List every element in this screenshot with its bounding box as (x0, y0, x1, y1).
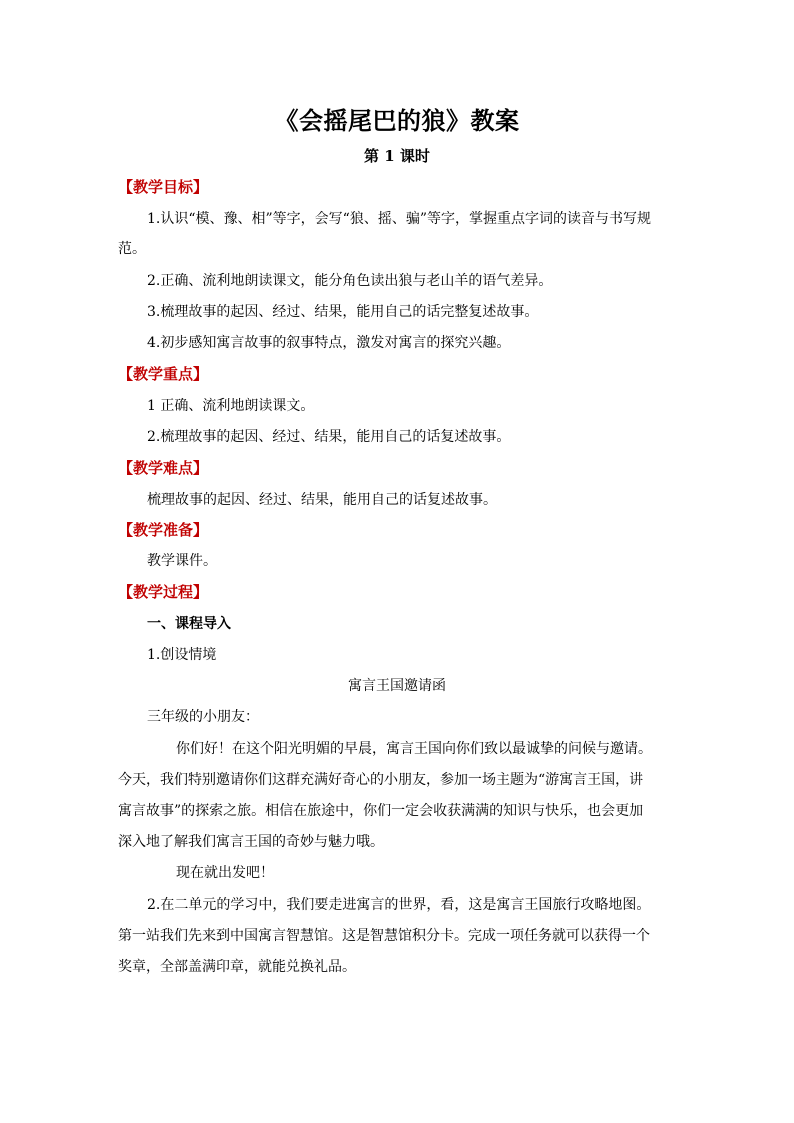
step-line: 2.在二单元的学习中，我们要走进寓言的世界，看，这是寓言王国旅行攻略地图。 (147, 897, 651, 913)
goal-line: 1.认识“模、豫、相”等字，会写“狼、摇、骗”等字，掌握重点字词的读音与书写规 (147, 211, 651, 227)
goal-line: 范。 (118, 241, 146, 257)
preparation-line: 教学课件。 (147, 553, 217, 569)
letter-title: 寓言王国邀请函 (348, 678, 446, 694)
difficulty-line: 梳理故事的起因、经过、结果，能用自己的话复述故事。 (147, 492, 497, 508)
key-point-line: 1 正确、流利地朗读课文。 (147, 398, 315, 414)
process-heading: 【教学过程】 (118, 583, 209, 601)
goal-line: 3.梳理故事的起因、经过、结果，能用自己的话完整复述故事。 (147, 304, 539, 320)
key-point-line: 2.梳理故事的起因、经过、结果，能用自己的话复述故事。 (147, 429, 511, 445)
key-points-heading: 【教学重点】 (118, 365, 209, 383)
document-title: 《会摇尾巴的狼》教案 (274, 106, 520, 135)
letter-line: 寓言故事”的探索之旅。相信在旅途中，你们一定会收获满满的知识与快乐，也会更加 (118, 803, 644, 819)
letter-line: 深入地了解我们寓言王国的奇妙与魅力哦。 (118, 834, 384, 850)
goal-line: 2.正确、流利地朗读课文，能分角色读出狼与老山羊的语气差异。 (147, 273, 553, 289)
letter-greeting: 三年级的小朋友： (147, 709, 259, 725)
lesson-period: 第 1 课时 (364, 147, 430, 165)
step-line: 第一站我们先来到中国寓言智慧馆。这是智慧馆积分卡。完成一项任务就可以获得一个 (118, 928, 650, 944)
letter-line: 你们好！在这个阳光明媚的早晨，寓言王国向你们致以最诚挚的问候与邀请。 (176, 741, 652, 757)
difficulty-heading: 【教学难点】 (118, 459, 209, 477)
preparation-heading: 【教学准备】 (118, 521, 209, 539)
letter-close: 现在就出发吧！ (176, 865, 274, 881)
letter-line: 今天，我们特别邀请你们这群充满好奇心的小朋友，参加一场主题为“游寓言王国，讲 (118, 772, 644, 788)
process-step-title: 1.创设情境 (147, 647, 217, 663)
step-line: 奖章，全部盖满印章，就能兑换礼品。 (118, 959, 356, 975)
process-part-title: 一、课程导入 (147, 616, 231, 632)
goals-heading: 【教学目标】 (118, 178, 209, 196)
goal-line: 4.初步感知寓言故事的叙事特点，激发对寓言的探究兴趣。 (147, 335, 511, 351)
